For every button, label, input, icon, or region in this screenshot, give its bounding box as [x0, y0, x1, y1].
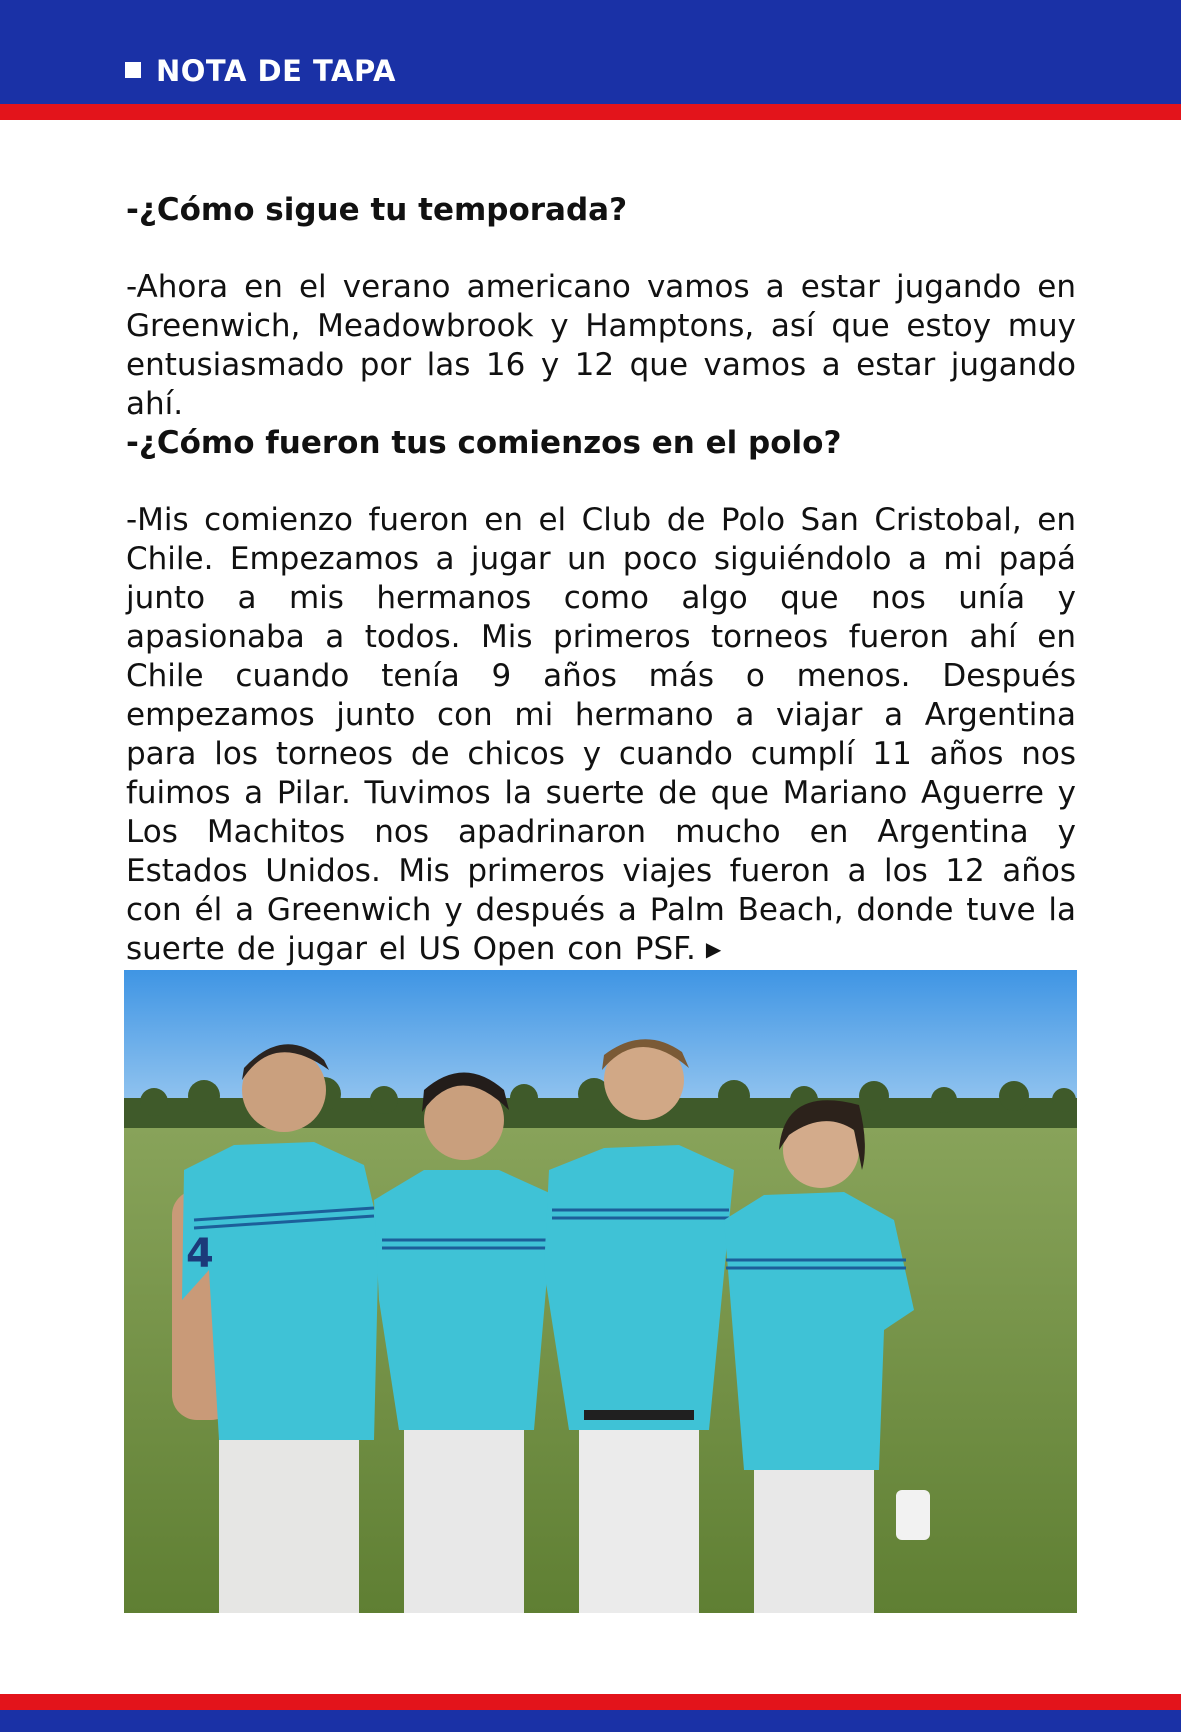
- answer-2: [126, 501, 1076, 969]
- question-2: -¿Cómo fueron tus comienzos en el polo?: [126, 425, 842, 461]
- team-photo: [124, 970, 1077, 1613]
- svg-text:4: 4: [186, 1231, 214, 1277]
- section-label: NOTA DE TAPA: [156, 54, 396, 88]
- question-1: -¿Cómo sigue tu temporada?: [126, 192, 628, 228]
- header-red-stripe: [0, 104, 1181, 120]
- footer-band: [0, 1710, 1181, 1732]
- play-arrow-icon: ▶: [705, 937, 722, 961]
- answer-1: -Ahora en el verano americano vamos a estar jugando en Greenwich, Meadowbrook y Hamptons, así que estoy muy entusiasmado por las 16 y 12 que vamos a estar jugando ahí.: [126, 269, 1076, 422]
- footer-red-stripe: [0, 1694, 1181, 1710]
- square-bullet-icon: [125, 62, 141, 78]
- answer-2-text: -Mis comienzo fueron en el Club de Polo San Cristobal, en Chile. Empezamos a jugar un poco siguiéndolo a mi papá junto a mis hermanos como algo que nos unía y apasionaba a todos. Mis primeros torneos fueron ahí en Chile cuando tenía 9 años más o menos. Después empezamos junto con mi hermano a viajar a Argentina para los torneos de chicos y cuando cumplí 11 años nos fuimos a Pilar. Tuvimos la suerte de que Mariano Aguerre y Los Machitos nos apadrinaron mucho en Argentina y Estados Unidos. Mis primeros viajes fueron a los 12 años con él a Greenwich y después a Palm Beach, donde tuve la suerte de jugar el US Open con PSF.: [126, 502, 1076, 967]
